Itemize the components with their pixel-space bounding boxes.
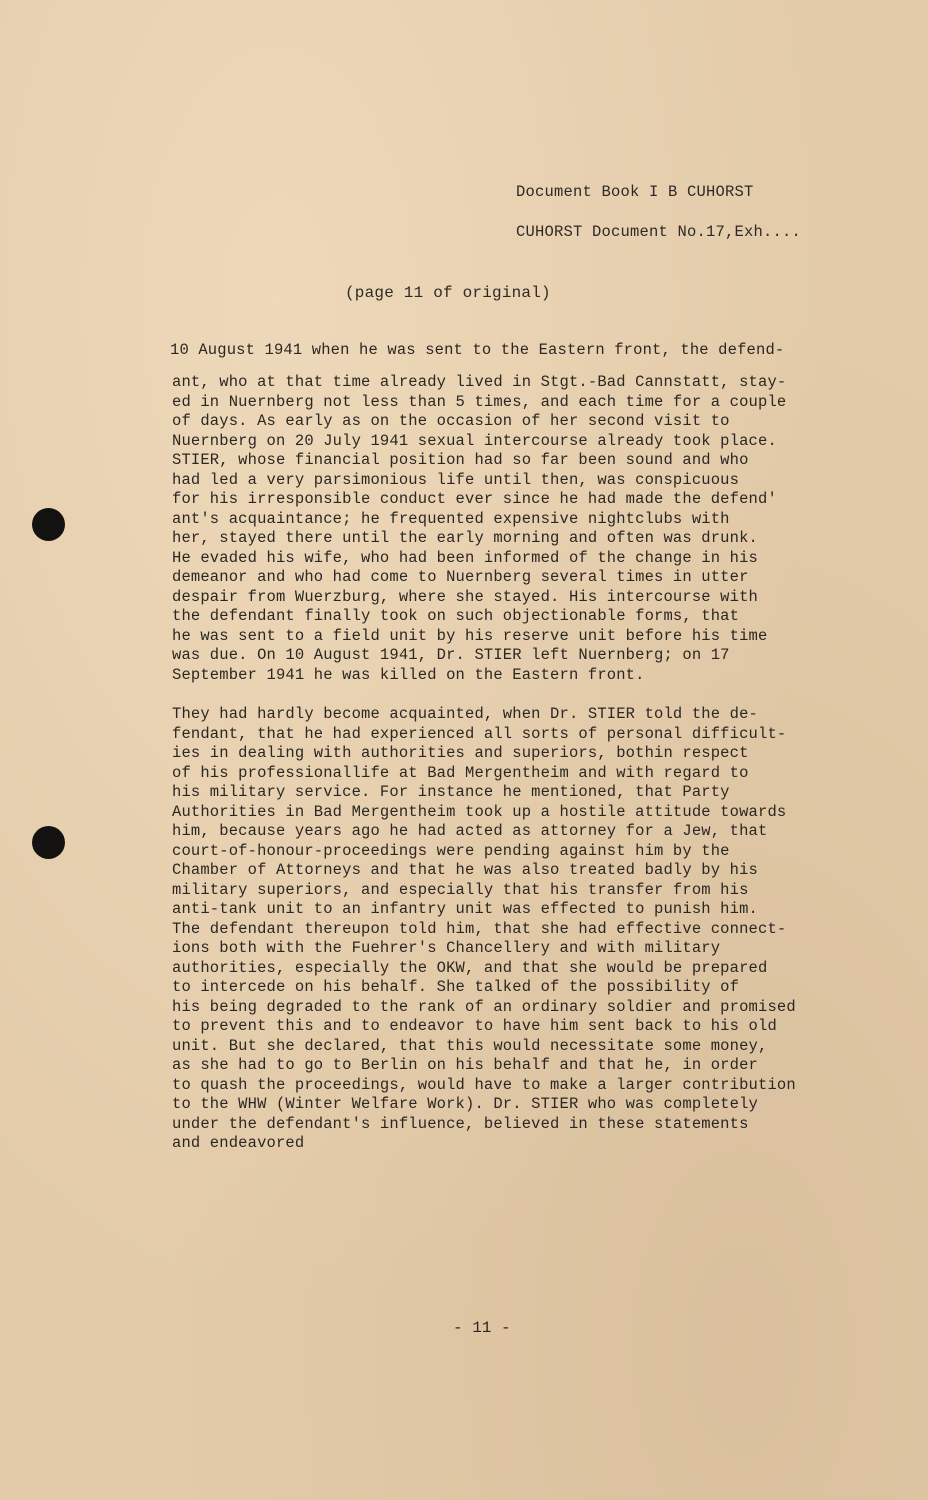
paragraph-2 bbox=[172, 705, 796, 1154]
text-line: and endeavored bbox=[172, 1134, 305, 1152]
body-first-line bbox=[170, 341, 784, 361]
text-line: of his professionallife at Bad Mergentheim and with regard to bbox=[172, 763, 749, 782]
text-line: his military service. For instance he mentioned, that Party bbox=[172, 783, 730, 801]
paragraph-1 bbox=[172, 373, 786, 685]
text-line: September 1941 he was killed on the Eastern front. bbox=[172, 665, 645, 684]
text-line: They had hardly become acquainted, when Dr. STIER told the de- bbox=[172, 705, 758, 723]
text-line: despair from Wuerzburg, where she stayed. His intercourse with bbox=[172, 587, 758, 606]
text-line: demeanor and who had come to Nuernberg several times in utter bbox=[172, 568, 749, 586]
page-number: - 11 - bbox=[453, 1319, 511, 1337]
text-line: his being degraded to the rank of an ordinary soldier and promised bbox=[172, 997, 796, 1016]
text-line: 10 August 1941 when he was sent to the Eastern front, the defend- bbox=[170, 341, 785, 359]
document-book-label: Document Book I B CUHORST bbox=[516, 183, 754, 201]
text-line: him, because years ago he had acted as attorney for a Jew, that bbox=[172, 822, 768, 840]
text-line: was due. On 10 August 1941, Dr. STIER left Nuernberg; on 17 bbox=[172, 646, 730, 664]
text-line: anti-tank unit to an infantry unit was effected to punish him. bbox=[172, 900, 758, 918]
text-line: to intercede on his behalf. She talked of the possibility of bbox=[172, 978, 740, 996]
text-line: for his irresponsible conduct ever since he had made the defend' bbox=[172, 490, 777, 508]
text-line: to prevent this and to endeavor to have him sent back to his old bbox=[172, 1017, 777, 1035]
text-line: ions both with the Fuehrer's Chancellery and with military bbox=[172, 939, 721, 957]
text-line: had led a very parsimonious life until then, was conspicuous bbox=[172, 470, 740, 489]
text-line: ant, who at that time already lived in Stgt.-Bad Cannstatt, stay- bbox=[172, 373, 787, 391]
text-line: The defendant thereupon told him, that she had effective connect- bbox=[172, 919, 787, 938]
text-line: to quash the proceedings, would have to make a larger contribution bbox=[172, 1075, 796, 1094]
text-line: court-of-honour-proceedings were pending against him by the bbox=[172, 841, 730, 860]
text-line: as she had to go to Berlin on his behalf and that he, in order bbox=[172, 1056, 758, 1074]
punch-hole bbox=[32, 508, 65, 541]
text-line: STIER, whose financial position had so far been sound and who bbox=[172, 451, 749, 469]
text-line: unit. But she declared, that this would necessitate some money, bbox=[172, 1036, 768, 1055]
text-line: of days. As early as on the occasion of her second visit to bbox=[172, 412, 730, 430]
text-line: ies in dealing with authorities and superiors, bothin respect bbox=[172, 744, 749, 762]
text-line: her, stayed there until the early morning and often was drunk. bbox=[172, 529, 758, 547]
text-line: fendant, that he had experienced all sorts of personal difficult- bbox=[172, 724, 787, 743]
text-line: to the WHW (Winter Welfare Work). Dr. STIER who was completely bbox=[172, 1095, 758, 1113]
text-line: authorities, especially the OKW, and that she would be prepared bbox=[172, 958, 768, 977]
text-line: Chamber of Attorneys and that he was also treated badly by his bbox=[172, 861, 758, 879]
text-line: Nuernberg on 20 July 1941 sexual intercourse already took place. bbox=[172, 431, 777, 450]
original-page-reference: (page 11 of original) bbox=[345, 284, 551, 302]
text-line: military superiors, and especially that his transfer from his bbox=[172, 880, 749, 899]
text-line: Authorities in Bad Mergentheim took up a hostile attitude towards bbox=[172, 802, 787, 821]
text-line: ant's acquaintance; he frequented expensive nightclubs with bbox=[172, 509, 730, 528]
punch-hole bbox=[32, 826, 65, 859]
document-number-label: CUHORST Document No.17,Exh.... bbox=[516, 223, 802, 241]
text-line: under the defendant's influence, believed in these statements bbox=[172, 1114, 749, 1133]
text-line: ed in Nuernberg not less than 5 times, and each time for a couple bbox=[172, 392, 787, 411]
text-line: He evaded his wife, who had been informed of the change in his bbox=[172, 548, 758, 567]
text-line: he was sent to a field unit by his reserve unit before his time bbox=[172, 626, 768, 645]
text-line: the defendant finally took on such objectionable forms, that bbox=[172, 607, 740, 625]
